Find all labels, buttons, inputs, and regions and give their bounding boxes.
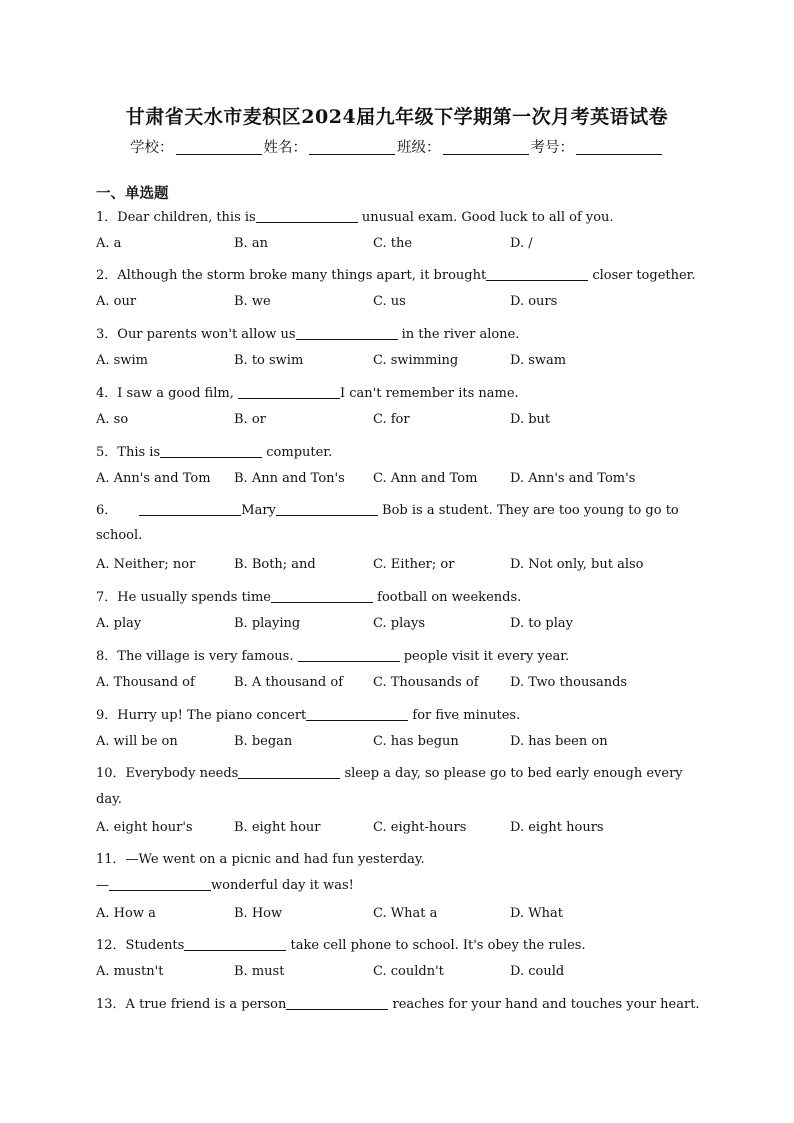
answer-blank[interactable] bbox=[139, 503, 241, 516]
option-d[interactable]: D. Not only, but also bbox=[510, 557, 644, 572]
answer-blank[interactable] bbox=[486, 268, 588, 281]
option-c[interactable]: C. What a bbox=[373, 906, 438, 921]
question-number: 7． bbox=[96, 590, 118, 605]
option-d[interactable]: D. ours bbox=[510, 294, 558, 309]
option-d[interactable]: D. to play bbox=[510, 616, 573, 631]
question-text: school. bbox=[96, 528, 143, 543]
question-10-continued bbox=[96, 792, 700, 807]
question-text: in the river alone. bbox=[397, 327, 520, 342]
option-c[interactable]: C. swimming bbox=[373, 353, 459, 368]
option-a[interactable]: A. Thousand of bbox=[96, 675, 195, 690]
question-text: He usually spends time bbox=[117, 590, 271, 605]
answer-blank[interactable] bbox=[271, 590, 373, 603]
question-text: Although the storm broke many things apart, it brought bbox=[117, 268, 487, 283]
option-d[interactable]: D. swam bbox=[510, 353, 567, 368]
answer-blank[interactable] bbox=[109, 878, 211, 891]
option-a[interactable]: A. mustn't bbox=[96, 964, 164, 979]
class-blank[interactable] bbox=[443, 140, 529, 155]
question-6 bbox=[96, 499, 700, 518]
question-5 bbox=[96, 441, 700, 460]
question-text: I can't remember its name. bbox=[339, 386, 519, 401]
question-text: people visit it every year. bbox=[399, 649, 570, 664]
option-a[interactable]: A. swim bbox=[96, 353, 148, 368]
question-6-continued bbox=[96, 528, 700, 543]
option-b[interactable]: B. How bbox=[234, 906, 283, 921]
question-number: 3． bbox=[96, 327, 118, 342]
option-b[interactable]: B. Both; and bbox=[234, 557, 316, 572]
question-number: 10． bbox=[96, 766, 126, 781]
answer-blank[interactable] bbox=[238, 766, 340, 779]
school-blank[interactable] bbox=[176, 140, 262, 155]
question-number: 6． bbox=[96, 503, 118, 518]
option-c[interactable]: C. the bbox=[373, 236, 413, 251]
question-number: 13． bbox=[96, 997, 126, 1012]
answer-blank[interactable] bbox=[286, 997, 388, 1010]
option-a[interactable]: A. eight hour's bbox=[96, 820, 193, 835]
option-b[interactable]: B. Ann and Ton's bbox=[234, 471, 345, 486]
option-c[interactable]: C. has begun bbox=[373, 734, 459, 749]
option-b[interactable]: B. an bbox=[234, 236, 268, 251]
exam-title: 甘肃省天水市麦积区2024届九年级下学期第一次月考英语试卷 bbox=[125, 106, 669, 128]
answer-blank[interactable] bbox=[276, 503, 378, 516]
option-c[interactable]: C. plays bbox=[373, 616, 425, 631]
question-7 bbox=[96, 586, 700, 605]
question-text: closer together. bbox=[588, 268, 696, 283]
question-number: 8． bbox=[96, 649, 118, 664]
question-11 bbox=[96, 848, 700, 867]
question-2 bbox=[96, 264, 700, 283]
option-c[interactable]: C. us bbox=[373, 294, 406, 309]
class-label: 班级： bbox=[397, 140, 441, 156]
question-number: 11． bbox=[96, 852, 126, 867]
answer-blank[interactable] bbox=[298, 649, 400, 662]
option-b[interactable]: B. began bbox=[234, 734, 293, 749]
question-number: 9． bbox=[96, 708, 118, 723]
option-a[interactable]: A. play bbox=[96, 616, 142, 631]
question-number: 4． bbox=[96, 386, 118, 401]
question-10 bbox=[96, 762, 700, 781]
answer-blank[interactable] bbox=[256, 210, 358, 223]
answer-blank[interactable] bbox=[306, 708, 408, 721]
question-number: 12． bbox=[96, 938, 126, 953]
question-number: 2． bbox=[96, 268, 118, 283]
option-b[interactable]: B. or bbox=[234, 412, 266, 427]
question-text: The village is very famous. bbox=[117, 649, 298, 664]
option-d[interactable]: D. Ann's and Tom's bbox=[510, 471, 636, 486]
question-text: computer. bbox=[262, 445, 333, 460]
option-a[interactable]: A. Neither; nor bbox=[96, 557, 196, 572]
student-info-line bbox=[0, 136, 794, 157]
option-c[interactable]: C. for bbox=[373, 412, 410, 427]
question-text: day. bbox=[96, 792, 122, 807]
section-heading: 一、单选题 bbox=[96, 186, 169, 202]
question-text: Students bbox=[125, 938, 185, 953]
question-text: football on weekends. bbox=[373, 590, 522, 605]
answer-blank[interactable] bbox=[184, 938, 286, 951]
option-a[interactable]: A. our bbox=[96, 294, 137, 309]
question-8 bbox=[96, 645, 700, 664]
number-label: 考号： bbox=[530, 140, 574, 156]
option-a[interactable]: A. so bbox=[96, 412, 129, 427]
option-c[interactable]: C. Ann and Tom bbox=[373, 471, 478, 486]
option-b[interactable]: B. we bbox=[234, 294, 271, 309]
question-text: Hurry up! The piano concert bbox=[117, 708, 307, 723]
question-4 bbox=[96, 382, 700, 401]
option-a[interactable]: A. How a bbox=[96, 906, 156, 921]
question-12 bbox=[96, 934, 700, 953]
option-c[interactable]: C. Either; or bbox=[373, 557, 455, 572]
option-d[interactable]: D. / bbox=[510, 236, 533, 251]
option-b[interactable]: B. playing bbox=[234, 616, 301, 631]
option-b[interactable]: B. A thousand of bbox=[234, 675, 344, 690]
question-number: 1． bbox=[96, 210, 118, 225]
question-11-line2 bbox=[96, 878, 700, 893]
option-b[interactable]: B. eight hour bbox=[234, 820, 321, 835]
option-a[interactable]: A. Ann's and Tom bbox=[96, 471, 211, 486]
question-number: 5． bbox=[96, 445, 118, 460]
question-9 bbox=[96, 704, 700, 723]
question-text: Everybody needs bbox=[125, 766, 239, 781]
option-c[interactable]: C. eight-hours bbox=[373, 820, 467, 835]
answer-blank[interactable] bbox=[296, 327, 398, 340]
question-text: I saw a good film, bbox=[117, 386, 238, 401]
question-text: Mary bbox=[241, 503, 276, 518]
question-text: — bbox=[96, 878, 109, 893]
question-text: Our parents won't allow us bbox=[117, 327, 296, 342]
number-blank[interactable] bbox=[576, 140, 662, 155]
option-a[interactable]: A. will be on bbox=[96, 734, 178, 749]
question-text: A true friend is a person bbox=[125, 997, 287, 1012]
answer-blank[interactable] bbox=[160, 445, 262, 458]
name-label: 姓名： bbox=[263, 140, 307, 156]
question-text: This is bbox=[117, 445, 161, 460]
option-d[interactable]: D. eight hours bbox=[510, 820, 604, 835]
question-text: —We went on a picnic and had fun yesterday. bbox=[125, 852, 425, 867]
option-d[interactable]: D. but bbox=[510, 412, 551, 427]
option-c[interactable]: C. couldn't bbox=[373, 964, 444, 979]
question-text: Bob is a student. They are too young to go to bbox=[377, 503, 679, 518]
question-text: reaches for your hand and touches your heart. bbox=[388, 997, 700, 1012]
option-a[interactable]: A. a bbox=[96, 236, 122, 251]
name-blank[interactable] bbox=[309, 140, 395, 155]
option-d[interactable]: D. has been on bbox=[510, 734, 608, 749]
question-3 bbox=[96, 323, 700, 342]
question-text: for five minutes. bbox=[408, 708, 521, 723]
school-label: 学校： bbox=[130, 140, 174, 156]
option-c[interactable]: C. Thousands of bbox=[373, 675, 479, 690]
question-1 bbox=[96, 206, 700, 225]
option-b[interactable]: B. to swim bbox=[234, 353, 304, 368]
option-d[interactable]: D. What bbox=[510, 906, 563, 921]
question-text: sleep a day, so please go to bed early enough every bbox=[340, 766, 683, 781]
question-13 bbox=[96, 993, 700, 1012]
option-b[interactable]: B. must bbox=[234, 964, 285, 979]
question-text: Dear children, this is bbox=[117, 210, 256, 225]
question-text: unusual exam. Good luck to all of you. bbox=[357, 210, 614, 225]
question-text: wonderful day it was! bbox=[211, 878, 354, 893]
question-text: take cell phone to school. It's obey the rules. bbox=[286, 938, 586, 953]
option-d[interactable]: D. could bbox=[510, 964, 565, 979]
answer-blank[interactable] bbox=[238, 386, 340, 399]
option-d[interactable]: D. Two thousands bbox=[510, 675, 628, 690]
